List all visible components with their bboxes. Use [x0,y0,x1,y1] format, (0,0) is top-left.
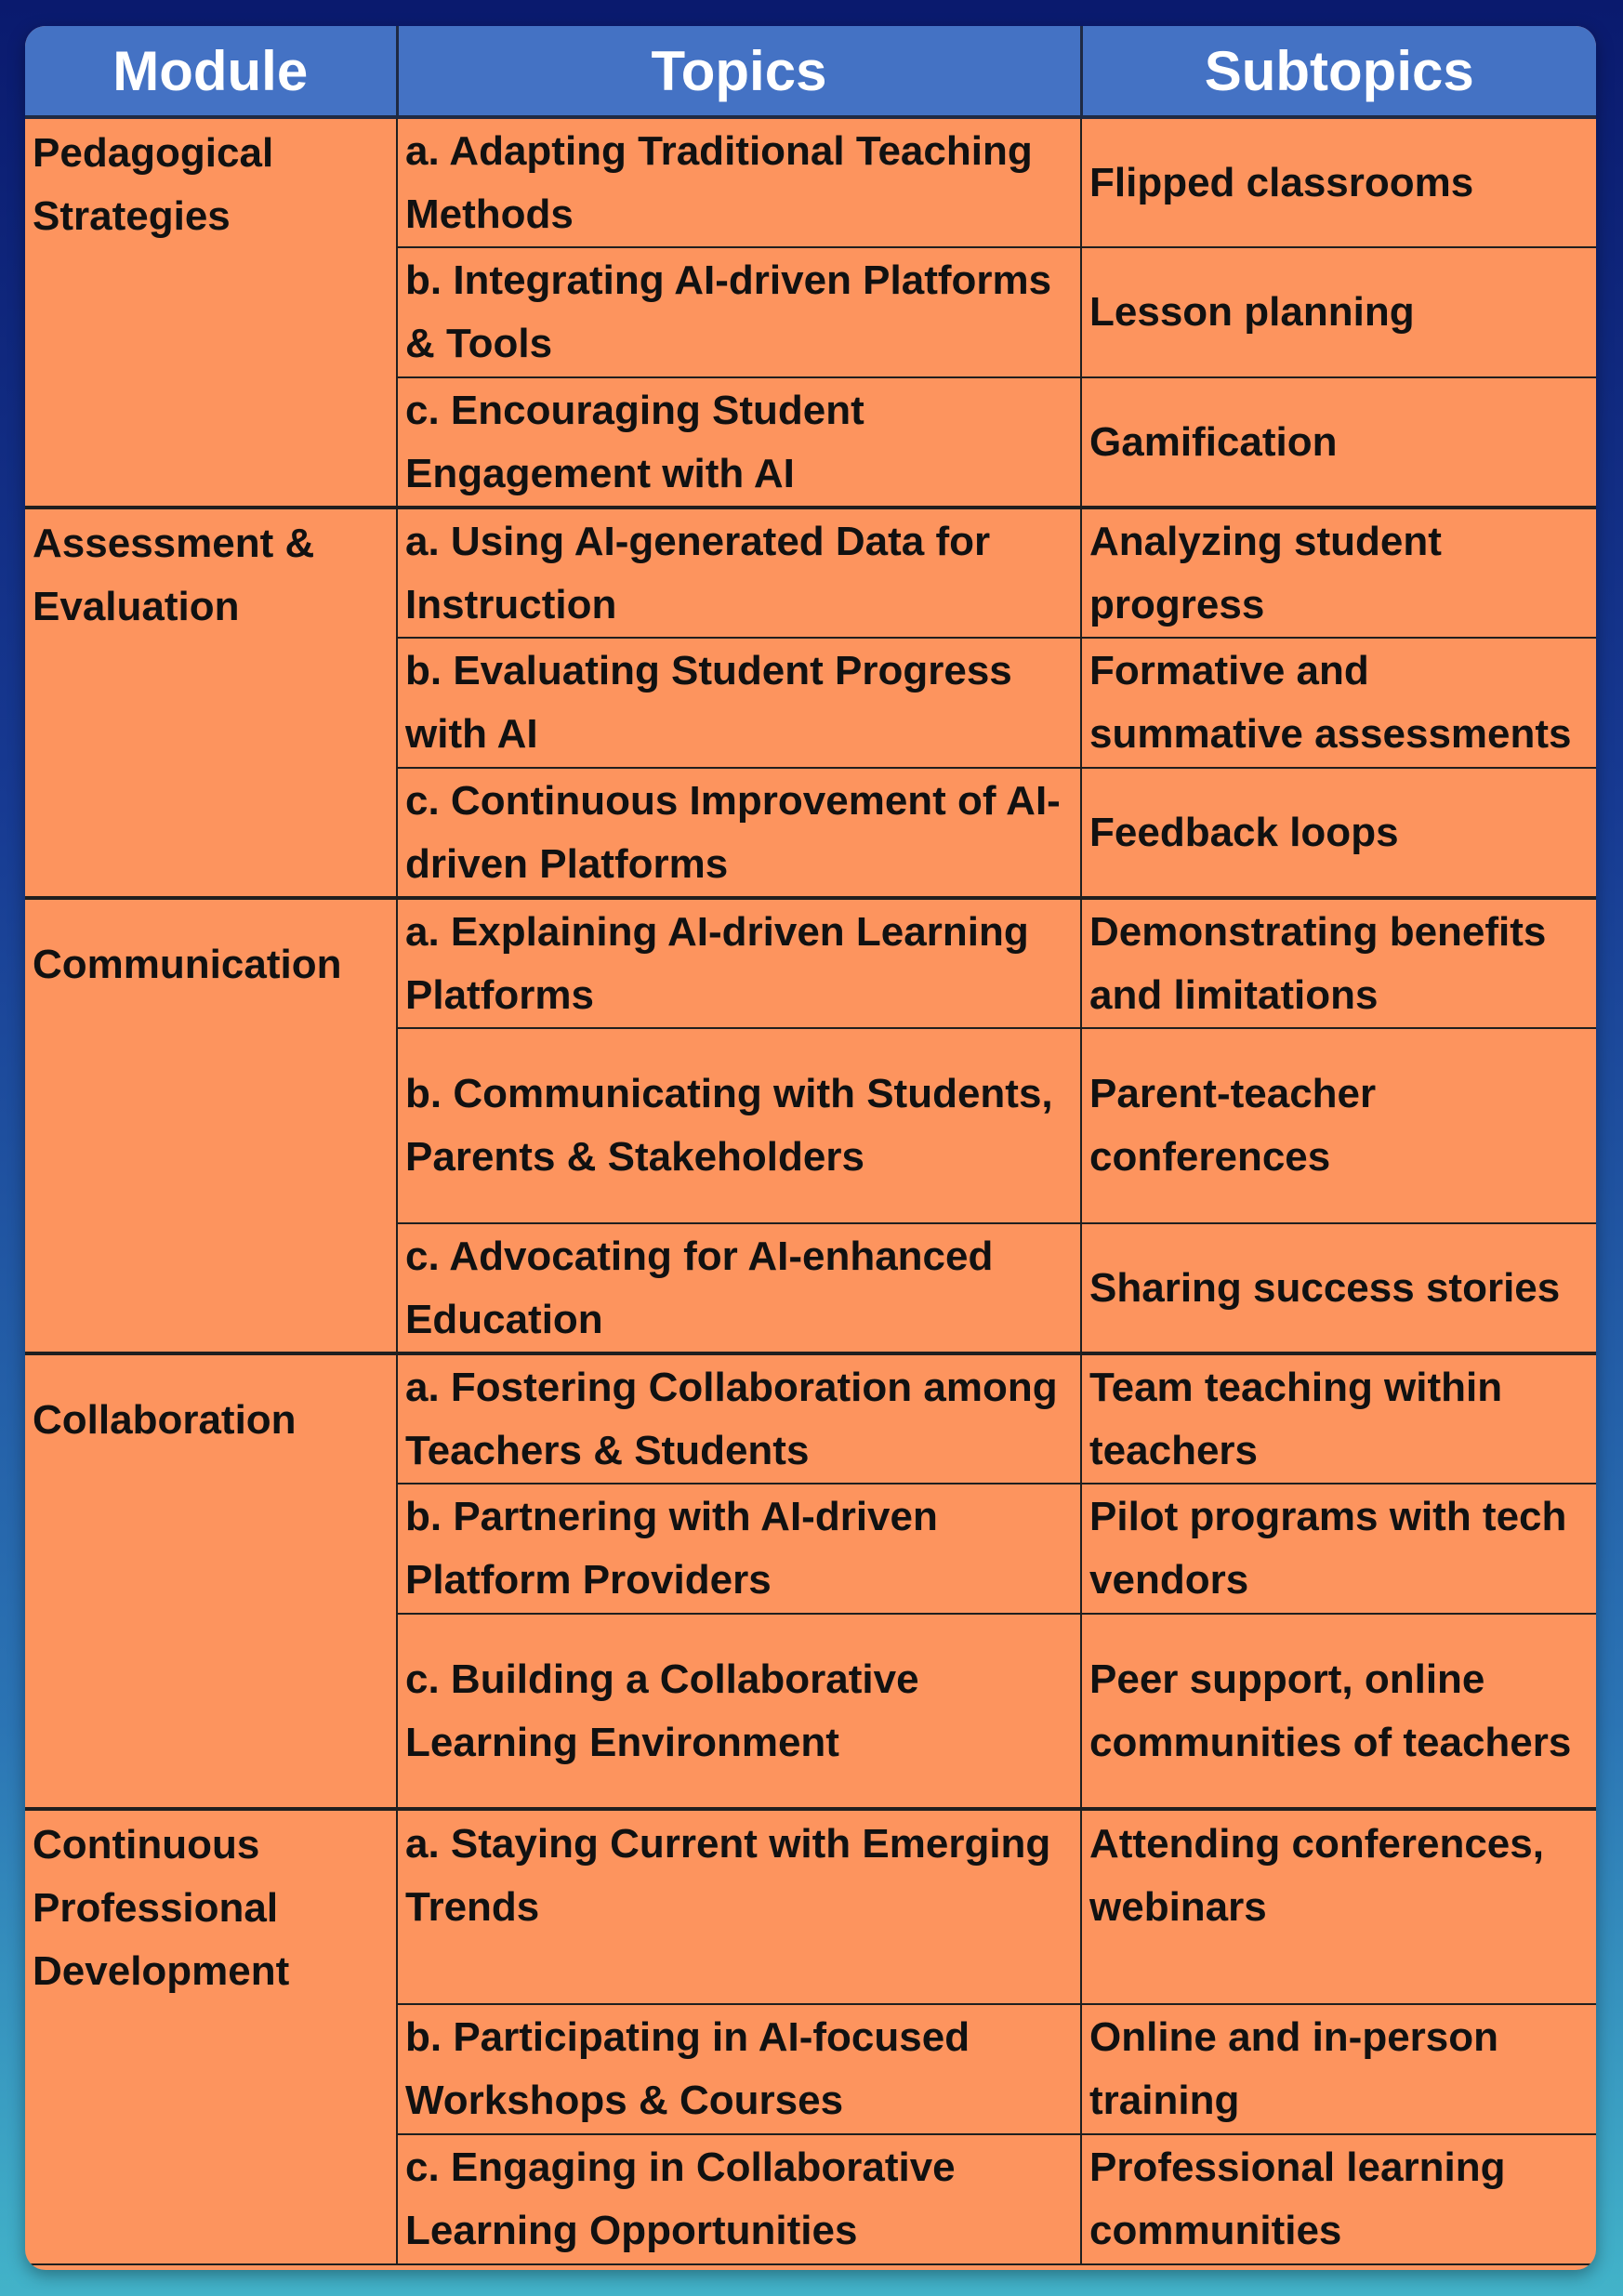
topic-cell: b. Partnering with AI-driven Platform Providers [397,1484,1081,1614]
subtopic-cell: Pilot programs with tech vendors [1081,1484,1596,1614]
topic-cell: b. Integrating AI-driven Platforms & Tools [397,247,1081,377]
subtopic-cell: Feedback loops [1081,768,1596,898]
table-row [25,898,1596,1028]
topics-column-header: Topics [397,26,1081,117]
subtopic-cell: Lesson planning [1081,247,1596,377]
topic-cell: c. Building a Collaborative Learning Environment [397,1614,1081,1809]
topic-cell: c. Advocating for AI-enhanced Education [397,1223,1081,1353]
module-cell-assessment-evaluation: Assessment & Evaluation [25,508,397,898]
module-cell-continuous-professional-development: Continuous Professional Development [25,1809,397,2264]
topic-cell: b. Participating in AI-focused Workshops & Courses [397,2004,1081,2134]
module-column-header: Module [25,26,397,117]
topic-cell: c. Continuous Improvement of AI-driven Platforms [397,768,1081,898]
module-cell-collaboration: Collaboration [25,1353,397,1809]
topic-cell: b. Evaluating Student Progress with AI [397,638,1081,768]
subtopics-column-header: Subtopics [1081,26,1596,117]
topic-cell: a. Explaining AI-driven Learning Platforms [397,898,1081,1028]
module-cell-pedagogical-strategies: Pedagogical Strategies [25,117,397,508]
table-row [25,1809,1596,2004]
topic-cell: a. Fostering Collaboration among Teachers & Students [397,1353,1081,1484]
subtopic-cell: Online and in-person training [1081,2004,1596,2134]
curriculum-table [25,26,1596,2265]
topic-cell: c. Encouraging Student Engagement with AI [397,377,1081,508]
subtopic-cell: Professional learning communities [1081,2134,1596,2264]
table-row [25,508,1596,638]
topic-cell: c. Engaging in Collaborative Learning Opportunities [397,2134,1081,2264]
subtopic-cell: Parent-teacher conferences [1081,1028,1596,1223]
subtopic-cell: Peer support, online communities of teachers [1081,1614,1596,1809]
subtopic-cell: Analyzing student progress [1081,508,1596,638]
module-cell-communication: Communication [25,898,397,1353]
subtopic-cell: Flipped classrooms [1081,117,1596,247]
subtopic-cell: Gamification [1081,377,1596,508]
topic-cell: a. Adapting Traditional Teaching Methods [397,117,1081,247]
subtopic-cell: Formative and summative assessments [1081,638,1596,768]
subtopic-cell: Demonstrating benefits and limitations [1081,898,1596,1028]
table-header-row [25,26,1596,117]
topic-cell: b. Communicating with Students, Parents & Stakeholders [397,1028,1081,1223]
subtopic-cell: Attending conferences, webinars [1081,1809,1596,2004]
topic-cell: a. Using AI-generated Data for Instruction [397,508,1081,638]
topic-cell: a. Staying Current with Emerging Trends [397,1809,1081,2004]
curriculum-table-card [25,26,1596,2270]
subtopic-cell: Sharing success stories [1081,1223,1596,1353]
table-row [25,1353,1596,1484]
table-row [25,117,1596,247]
subtopic-cell: Team teaching within teachers [1081,1353,1596,1484]
